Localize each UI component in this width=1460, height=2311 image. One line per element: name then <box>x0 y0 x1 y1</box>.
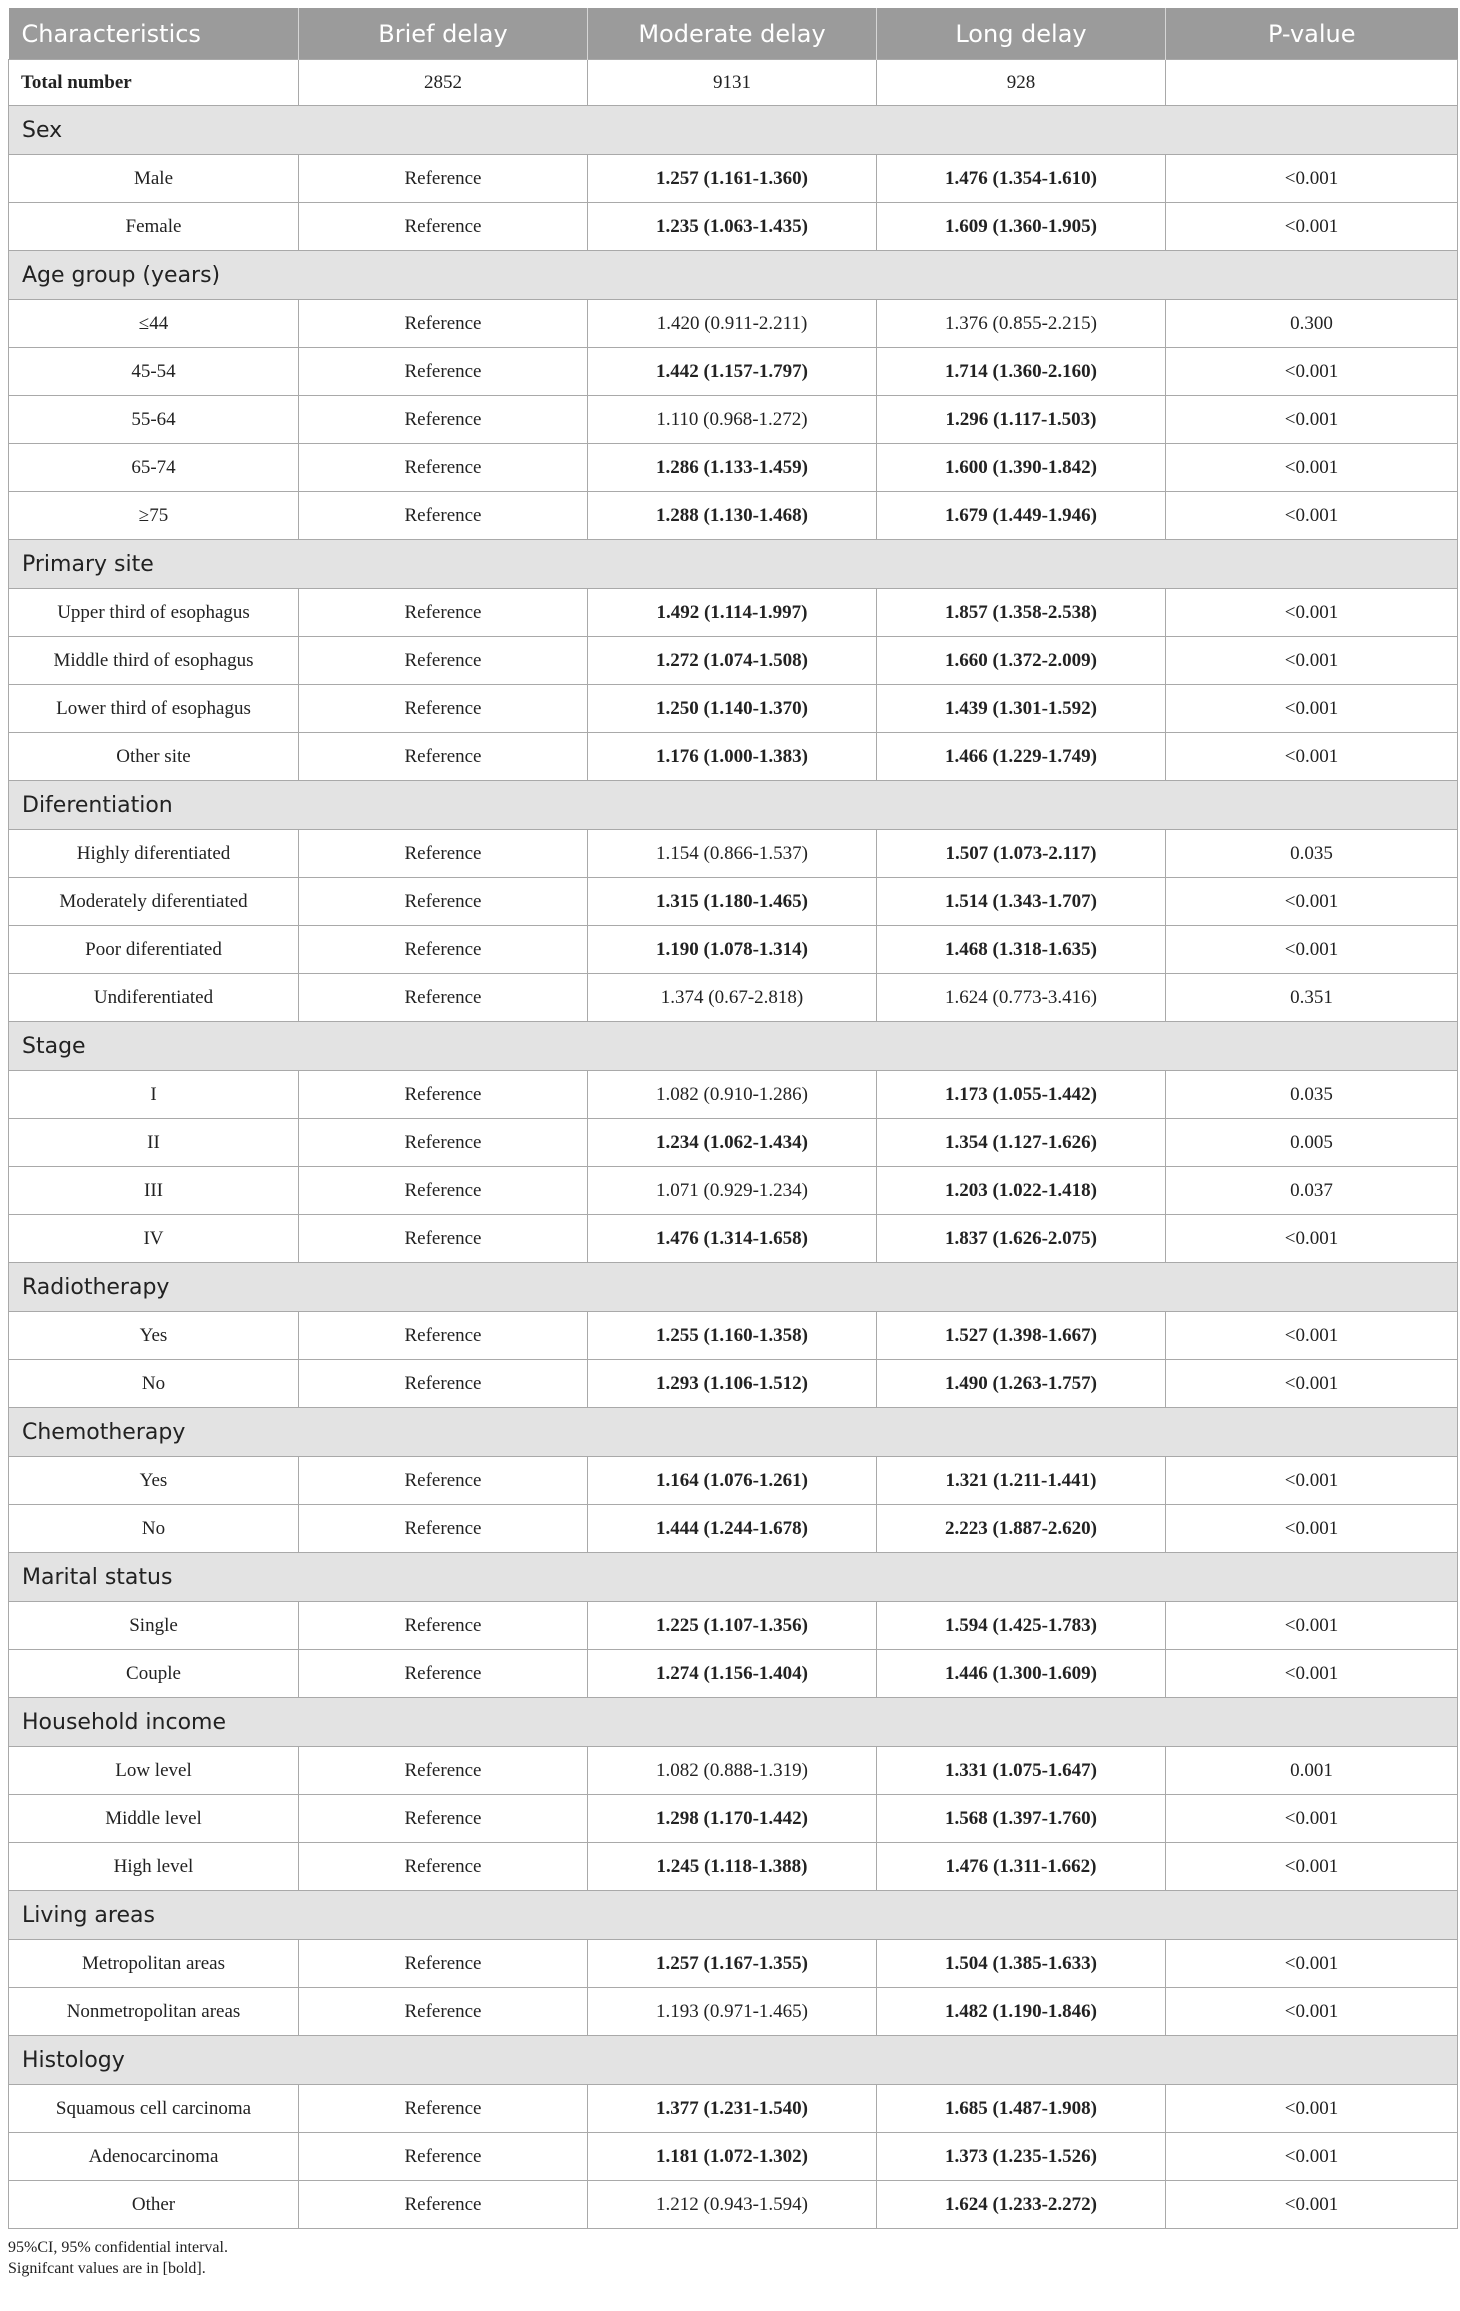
row-label: Metropolitan areas <box>9 1940 299 1988</box>
brief-delay-cell: Reference <box>299 1505 588 1553</box>
moderate-delay-cell: 1.234 (1.062-1.434) <box>588 1119 877 1167</box>
row-label: Lower third of esophagus <box>9 685 299 733</box>
table-row <box>9 974 1458 1022</box>
row-label: II <box>9 1119 299 1167</box>
long-delay-cell: 1.837 (1.626-2.075) <box>877 1215 1166 1263</box>
p-value-cell: <0.001 <box>1166 155 1458 203</box>
group-header-row <box>9 1022 1458 1071</box>
table-row <box>9 1215 1458 1263</box>
long-delay-cell: 1.373 (1.235-1.526) <box>877 2133 1166 2181</box>
table-row <box>9 637 1458 685</box>
long-delay-cell: 1.679 (1.449-1.946) <box>877 492 1166 540</box>
group-title: Sex <box>9 106 1458 155</box>
brief-delay-cell: Reference <box>299 155 588 203</box>
moderate-delay-cell: 1.286 (1.133-1.459) <box>588 444 877 492</box>
row-label: ≥75 <box>9 492 299 540</box>
p-value-cell: <0.001 <box>1166 1215 1458 1263</box>
brief-delay-cell: Reference <box>299 1071 588 1119</box>
table-row <box>9 589 1458 637</box>
header-row <box>9 8 1458 60</box>
moderate-delay-cell: 1.082 (0.910-1.286) <box>588 1071 877 1119</box>
p-value-cell: <0.001 <box>1166 589 1458 637</box>
p-value-cell: <0.001 <box>1166 1360 1458 1408</box>
moderate-delay-cell: 1.176 (1.000-1.383) <box>588 733 877 781</box>
table-row <box>9 2085 1458 2133</box>
long-delay-cell: 1.624 (0.773-3.416) <box>877 974 1166 1022</box>
table-row <box>9 1167 1458 1215</box>
p-value-cell: <0.001 <box>1166 1602 1458 1650</box>
p-value-cell: <0.001 <box>1166 733 1458 781</box>
long-delay-cell: 1.600 (1.390-1.842) <box>877 444 1166 492</box>
long-delay-cell: 1.514 (1.343-1.707) <box>877 878 1166 926</box>
moderate-delay-cell: 1.255 (1.160-1.358) <box>588 1312 877 1360</box>
table-row <box>9 203 1458 251</box>
p-value-cell: 0.035 <box>1166 830 1458 878</box>
long-delay-cell: 1.482 (1.190-1.846) <box>877 1988 1166 2036</box>
brief-delay-cell: Reference <box>299 685 588 733</box>
row-label: No <box>9 1360 299 1408</box>
long-delay-cell: 1.331 (1.075-1.647) <box>877 1747 1166 1795</box>
group-header-row <box>9 781 1458 830</box>
brief-delay-cell: Reference <box>299 1360 588 1408</box>
row-label: No <box>9 1505 299 1553</box>
row-label: Female <box>9 203 299 251</box>
brief-delay-cell: Reference <box>299 1457 588 1505</box>
row-label: Couple <box>9 1650 299 1698</box>
table-container <box>8 8 1457 2279</box>
p-value-cell: <0.001 <box>1166 1795 1458 1843</box>
row-label: Middle third of esophagus <box>9 637 299 685</box>
p-value-cell: <0.001 <box>1166 637 1458 685</box>
long-delay-cell: 1.321 (1.211-1.441) <box>877 1457 1166 1505</box>
group-title: Diferentiation <box>9 781 1458 830</box>
brief-delay-cell: Reference <box>299 348 588 396</box>
column-header-brief-delay: Brief delay <box>299 8 588 60</box>
brief-delay-cell: Reference <box>299 637 588 685</box>
row-label: Moderately diferentiated <box>9 878 299 926</box>
long-delay-cell: 1.173 (1.055-1.442) <box>877 1071 1166 1119</box>
table-row <box>9 492 1458 540</box>
moderate-delay-cell: 1.235 (1.063-1.435) <box>588 203 877 251</box>
p-value-cell: <0.001 <box>1166 396 1458 444</box>
table-row <box>9 1988 1458 2036</box>
group-header-row <box>9 2036 1458 2085</box>
p-value-cell: <0.001 <box>1166 2085 1458 2133</box>
table-row <box>9 1602 1458 1650</box>
row-label: Nonmetropolitan areas <box>9 1988 299 2036</box>
brief-delay-cell: Reference <box>299 1843 588 1891</box>
p-value-cell: <0.001 <box>1166 492 1458 540</box>
moderate-delay-cell: 1.181 (1.072-1.302) <box>588 2133 877 2181</box>
group-title: Marital status <box>9 1553 1458 1602</box>
long-delay-cell: 1.203 (1.022-1.418) <box>877 1167 1166 1215</box>
moderate-delay-cell: 1.225 (1.107-1.356) <box>588 1602 877 1650</box>
brief-delay-cell: Reference <box>299 589 588 637</box>
group-header-row <box>9 1553 1458 1602</box>
moderate-delay-cell: 1.250 (1.140-1.370) <box>588 685 877 733</box>
long-delay-cell: 1.439 (1.301-1.592) <box>877 685 1166 733</box>
total-row <box>9 60 1458 106</box>
brief-delay-cell: Reference <box>299 396 588 444</box>
table-row <box>9 878 1458 926</box>
table-row <box>9 2181 1458 2229</box>
table-row <box>9 926 1458 974</box>
moderate-delay-cell: 1.293 (1.106-1.512) <box>588 1360 877 1408</box>
moderate-delay-cell: 1.442 (1.157-1.797) <box>588 348 877 396</box>
table-row <box>9 1747 1458 1795</box>
table-row <box>9 1360 1458 1408</box>
moderate-delay-cell: 1.212 (0.943-1.594) <box>588 2181 877 2229</box>
long-delay-cell: 1.296 (1.117-1.503) <box>877 396 1166 444</box>
long-delay-cell: 1.476 (1.311-1.662) <box>877 1843 1166 1891</box>
long-delay-cell: 1.527 (1.398-1.667) <box>877 1312 1166 1360</box>
moderate-delay-cell: 1.257 (1.167-1.355) <box>588 1940 877 1988</box>
moderate-delay-cell: 1.315 (1.180-1.465) <box>588 878 877 926</box>
group-title: Household income <box>9 1698 1458 1747</box>
group-title: Histology <box>9 2036 1458 2085</box>
moderate-delay-cell: 1.288 (1.130-1.468) <box>588 492 877 540</box>
p-value-cell: <0.001 <box>1166 1940 1458 1988</box>
table-row <box>9 1795 1458 1843</box>
p-value-cell: <0.001 <box>1166 1843 1458 1891</box>
table-row <box>9 1650 1458 1698</box>
p-value-cell: <0.001 <box>1166 1312 1458 1360</box>
moderate-delay-cell: 1.272 (1.074-1.508) <box>588 637 877 685</box>
p-value-cell: 0.351 <box>1166 974 1458 1022</box>
p-value-cell: <0.001 <box>1166 1505 1458 1553</box>
results-table <box>8 8 1458 2229</box>
p-value-cell: <0.001 <box>1166 2133 1458 2181</box>
column-header-moderate-delay: Moderate delay <box>588 8 877 60</box>
row-label: Poor diferentiated <box>9 926 299 974</box>
group-header-row <box>9 540 1458 589</box>
group-title: Radiotherapy <box>9 1263 1458 1312</box>
moderate-delay-cell: 1.374 (0.67-2.818) <box>588 974 877 1022</box>
brief-delay-cell: Reference <box>299 444 588 492</box>
brief-delay-cell: Reference <box>299 1795 588 1843</box>
row-label: 45-54 <box>9 348 299 396</box>
long-delay-cell: 1.507 (1.073-2.117) <box>877 830 1166 878</box>
brief-delay-cell: Reference <box>299 733 588 781</box>
group-header-row <box>9 1698 1458 1747</box>
table-row <box>9 1457 1458 1505</box>
p-value-cell: 0.037 <box>1166 1167 1458 1215</box>
row-label: IV <box>9 1215 299 1263</box>
row-label: High level <box>9 1843 299 1891</box>
long-delay-cell: 1.354 (1.127-1.626) <box>877 1119 1166 1167</box>
row-label: Other <box>9 2181 299 2229</box>
row-label: Yes <box>9 1312 299 1360</box>
long-delay-cell: 1.857 (1.358-2.538) <box>877 589 1166 637</box>
p-value-cell: 0.300 <box>1166 300 1458 348</box>
group-header-row <box>9 1263 1458 1312</box>
long-delay-cell: 1.476 (1.354-1.610) <box>877 155 1166 203</box>
group-header-row <box>9 1408 1458 1457</box>
brief-delay-cell: Reference <box>299 1215 588 1263</box>
long-delay-cell: 1.568 (1.397-1.760) <box>877 1795 1166 1843</box>
row-label: I <box>9 1071 299 1119</box>
table-row <box>9 155 1458 203</box>
p-value-cell: <0.001 <box>1166 926 1458 974</box>
group-title: Primary site <box>9 540 1458 589</box>
brief-delay-cell: Reference <box>299 1650 588 1698</box>
moderate-delay-cell: 1.257 (1.161-1.360) <box>588 155 877 203</box>
brief-delay-cell: Reference <box>299 926 588 974</box>
long-delay-cell: 1.714 (1.360-2.160) <box>877 348 1166 396</box>
p-value-cell: <0.001 <box>1166 2181 1458 2229</box>
table-row <box>9 1505 1458 1553</box>
row-label: Yes <box>9 1457 299 1505</box>
brief-delay-cell: Reference <box>299 1747 588 1795</box>
total-moderate: 9131 <box>588 60 877 106</box>
moderate-delay-cell: 1.245 (1.118-1.388) <box>588 1843 877 1891</box>
column-header-characteristics: Characteristics <box>9 8 299 60</box>
brief-delay-cell: Reference <box>299 830 588 878</box>
p-value-cell: <0.001 <box>1166 348 1458 396</box>
moderate-delay-cell: 1.298 (1.170-1.442) <box>588 1795 877 1843</box>
moderate-delay-cell: 1.476 (1.314-1.658) <box>588 1215 877 1263</box>
brief-delay-cell: Reference <box>299 878 588 926</box>
moderate-delay-cell: 1.154 (0.866-1.537) <box>588 830 877 878</box>
row-label: Low level <box>9 1747 299 1795</box>
total-label: Total number <box>9 60 299 106</box>
p-value-cell: <0.001 <box>1166 1457 1458 1505</box>
total-p-value <box>1166 60 1458 106</box>
table-row <box>9 396 1458 444</box>
long-delay-cell: 1.490 (1.263-1.757) <box>877 1360 1166 1408</box>
row-label: Undiferentiated <box>9 974 299 1022</box>
moderate-delay-cell: 1.193 (0.971-1.465) <box>588 1988 877 2036</box>
long-delay-cell: 1.468 (1.318-1.635) <box>877 926 1166 974</box>
group-title: Living areas <box>9 1891 1458 1940</box>
brief-delay-cell: Reference <box>299 1167 588 1215</box>
long-delay-cell: 2.223 (1.887-2.620) <box>877 1505 1166 1553</box>
table-body <box>9 60 1458 2229</box>
moderate-delay-cell: 1.274 (1.156-1.404) <box>588 1650 877 1698</box>
p-value-cell: <0.001 <box>1166 444 1458 492</box>
row-label: Highly diferentiated <box>9 830 299 878</box>
row-label: Squamous cell carcinoma <box>9 2085 299 2133</box>
table-row <box>9 300 1458 348</box>
brief-delay-cell: Reference <box>299 974 588 1022</box>
footnote-significance: Signifcant values are in [bold]. <box>8 2260 206 2277</box>
row-label: Middle level <box>9 1795 299 1843</box>
row-label: 55-64 <box>9 396 299 444</box>
column-header-long-delay: Long delay <box>877 8 1166 60</box>
moderate-delay-cell: 1.492 (1.114-1.997) <box>588 589 877 637</box>
total-long: 928 <box>877 60 1166 106</box>
brief-delay-cell: Reference <box>299 2085 588 2133</box>
row-label: Adenocarcinoma <box>9 2133 299 2181</box>
p-value-cell: 0.005 <box>1166 1119 1458 1167</box>
moderate-delay-cell: 1.082 (0.888-1.319) <box>588 1747 877 1795</box>
brief-delay-cell: Reference <box>299 1312 588 1360</box>
row-label: ≤44 <box>9 300 299 348</box>
brief-delay-cell: Reference <box>299 1940 588 1988</box>
long-delay-cell: 1.594 (1.425-1.783) <box>877 1602 1166 1650</box>
long-delay-cell: 1.660 (1.372-2.009) <box>877 637 1166 685</box>
p-value-cell: <0.001 <box>1166 1650 1458 1698</box>
row-label: Male <box>9 155 299 203</box>
table-row <box>9 685 1458 733</box>
brief-delay-cell: Reference <box>299 1602 588 1650</box>
brief-delay-cell: Reference <box>299 2181 588 2229</box>
brief-delay-cell: Reference <box>299 1119 588 1167</box>
p-value-cell: <0.001 <box>1166 878 1458 926</box>
table-row <box>9 733 1458 781</box>
group-title: Stage <box>9 1022 1458 1071</box>
table-row <box>9 830 1458 878</box>
row-label: Other site <box>9 733 299 781</box>
long-delay-cell: 1.624 (1.233-2.272) <box>877 2181 1166 2229</box>
moderate-delay-cell: 1.190 (1.078-1.314) <box>588 926 877 974</box>
long-delay-cell: 1.504 (1.385-1.633) <box>877 1940 1166 1988</box>
long-delay-cell: 1.446 (1.300-1.609) <box>877 1650 1166 1698</box>
p-value-cell: 0.035 <box>1166 1071 1458 1119</box>
p-value-cell: <0.001 <box>1166 1988 1458 2036</box>
long-delay-cell: 1.376 (0.855-2.215) <box>877 300 1166 348</box>
column-header-p-value: P-value <box>1166 8 1458 60</box>
table-row <box>9 1940 1458 1988</box>
moderate-delay-cell: 1.164 (1.076-1.261) <box>588 1457 877 1505</box>
table-row <box>9 348 1458 396</box>
p-value-cell: <0.001 <box>1166 685 1458 733</box>
total-brief: 2852 <box>299 60 588 106</box>
long-delay-cell: 1.609 (1.360-1.905) <box>877 203 1166 251</box>
table-row <box>9 1119 1458 1167</box>
moderate-delay-cell: 1.444 (1.244-1.678) <box>588 1505 877 1553</box>
row-label: Upper third of esophagus <box>9 589 299 637</box>
brief-delay-cell: Reference <box>299 203 588 251</box>
long-delay-cell: 1.685 (1.487-1.908) <box>877 2085 1166 2133</box>
group-title: Chemotherapy <box>9 1408 1458 1457</box>
row-label: III <box>9 1167 299 1215</box>
group-header-row <box>9 251 1458 300</box>
group-header-row <box>9 1891 1458 1940</box>
moderate-delay-cell: 1.377 (1.231-1.540) <box>588 2085 877 2133</box>
table-row <box>9 1071 1458 1119</box>
p-value-cell: 0.001 <box>1166 1747 1458 1795</box>
table-row <box>9 2133 1458 2181</box>
long-delay-cell: 1.466 (1.229-1.749) <box>877 733 1166 781</box>
brief-delay-cell: Reference <box>299 300 588 348</box>
p-value-cell: <0.001 <box>1166 203 1458 251</box>
footnotes <box>8 2237 1457 2279</box>
footnote-ci: 95%CI, 95% confidential interval. <box>8 2239 228 2256</box>
table-row <box>9 1312 1458 1360</box>
brief-delay-cell: Reference <box>299 2133 588 2181</box>
row-label: Single <box>9 1602 299 1650</box>
brief-delay-cell: Reference <box>299 492 588 540</box>
group-title: Age group (years) <box>9 251 1458 300</box>
moderate-delay-cell: 1.071 (0.929-1.234) <box>588 1167 877 1215</box>
row-label: 65-74 <box>9 444 299 492</box>
moderate-delay-cell: 1.110 (0.968-1.272) <box>588 396 877 444</box>
moderate-delay-cell: 1.420 (0.911-2.211) <box>588 300 877 348</box>
table-row <box>9 444 1458 492</box>
group-header-row <box>9 106 1458 155</box>
table-row <box>9 1843 1458 1891</box>
brief-delay-cell: Reference <box>299 1988 588 2036</box>
